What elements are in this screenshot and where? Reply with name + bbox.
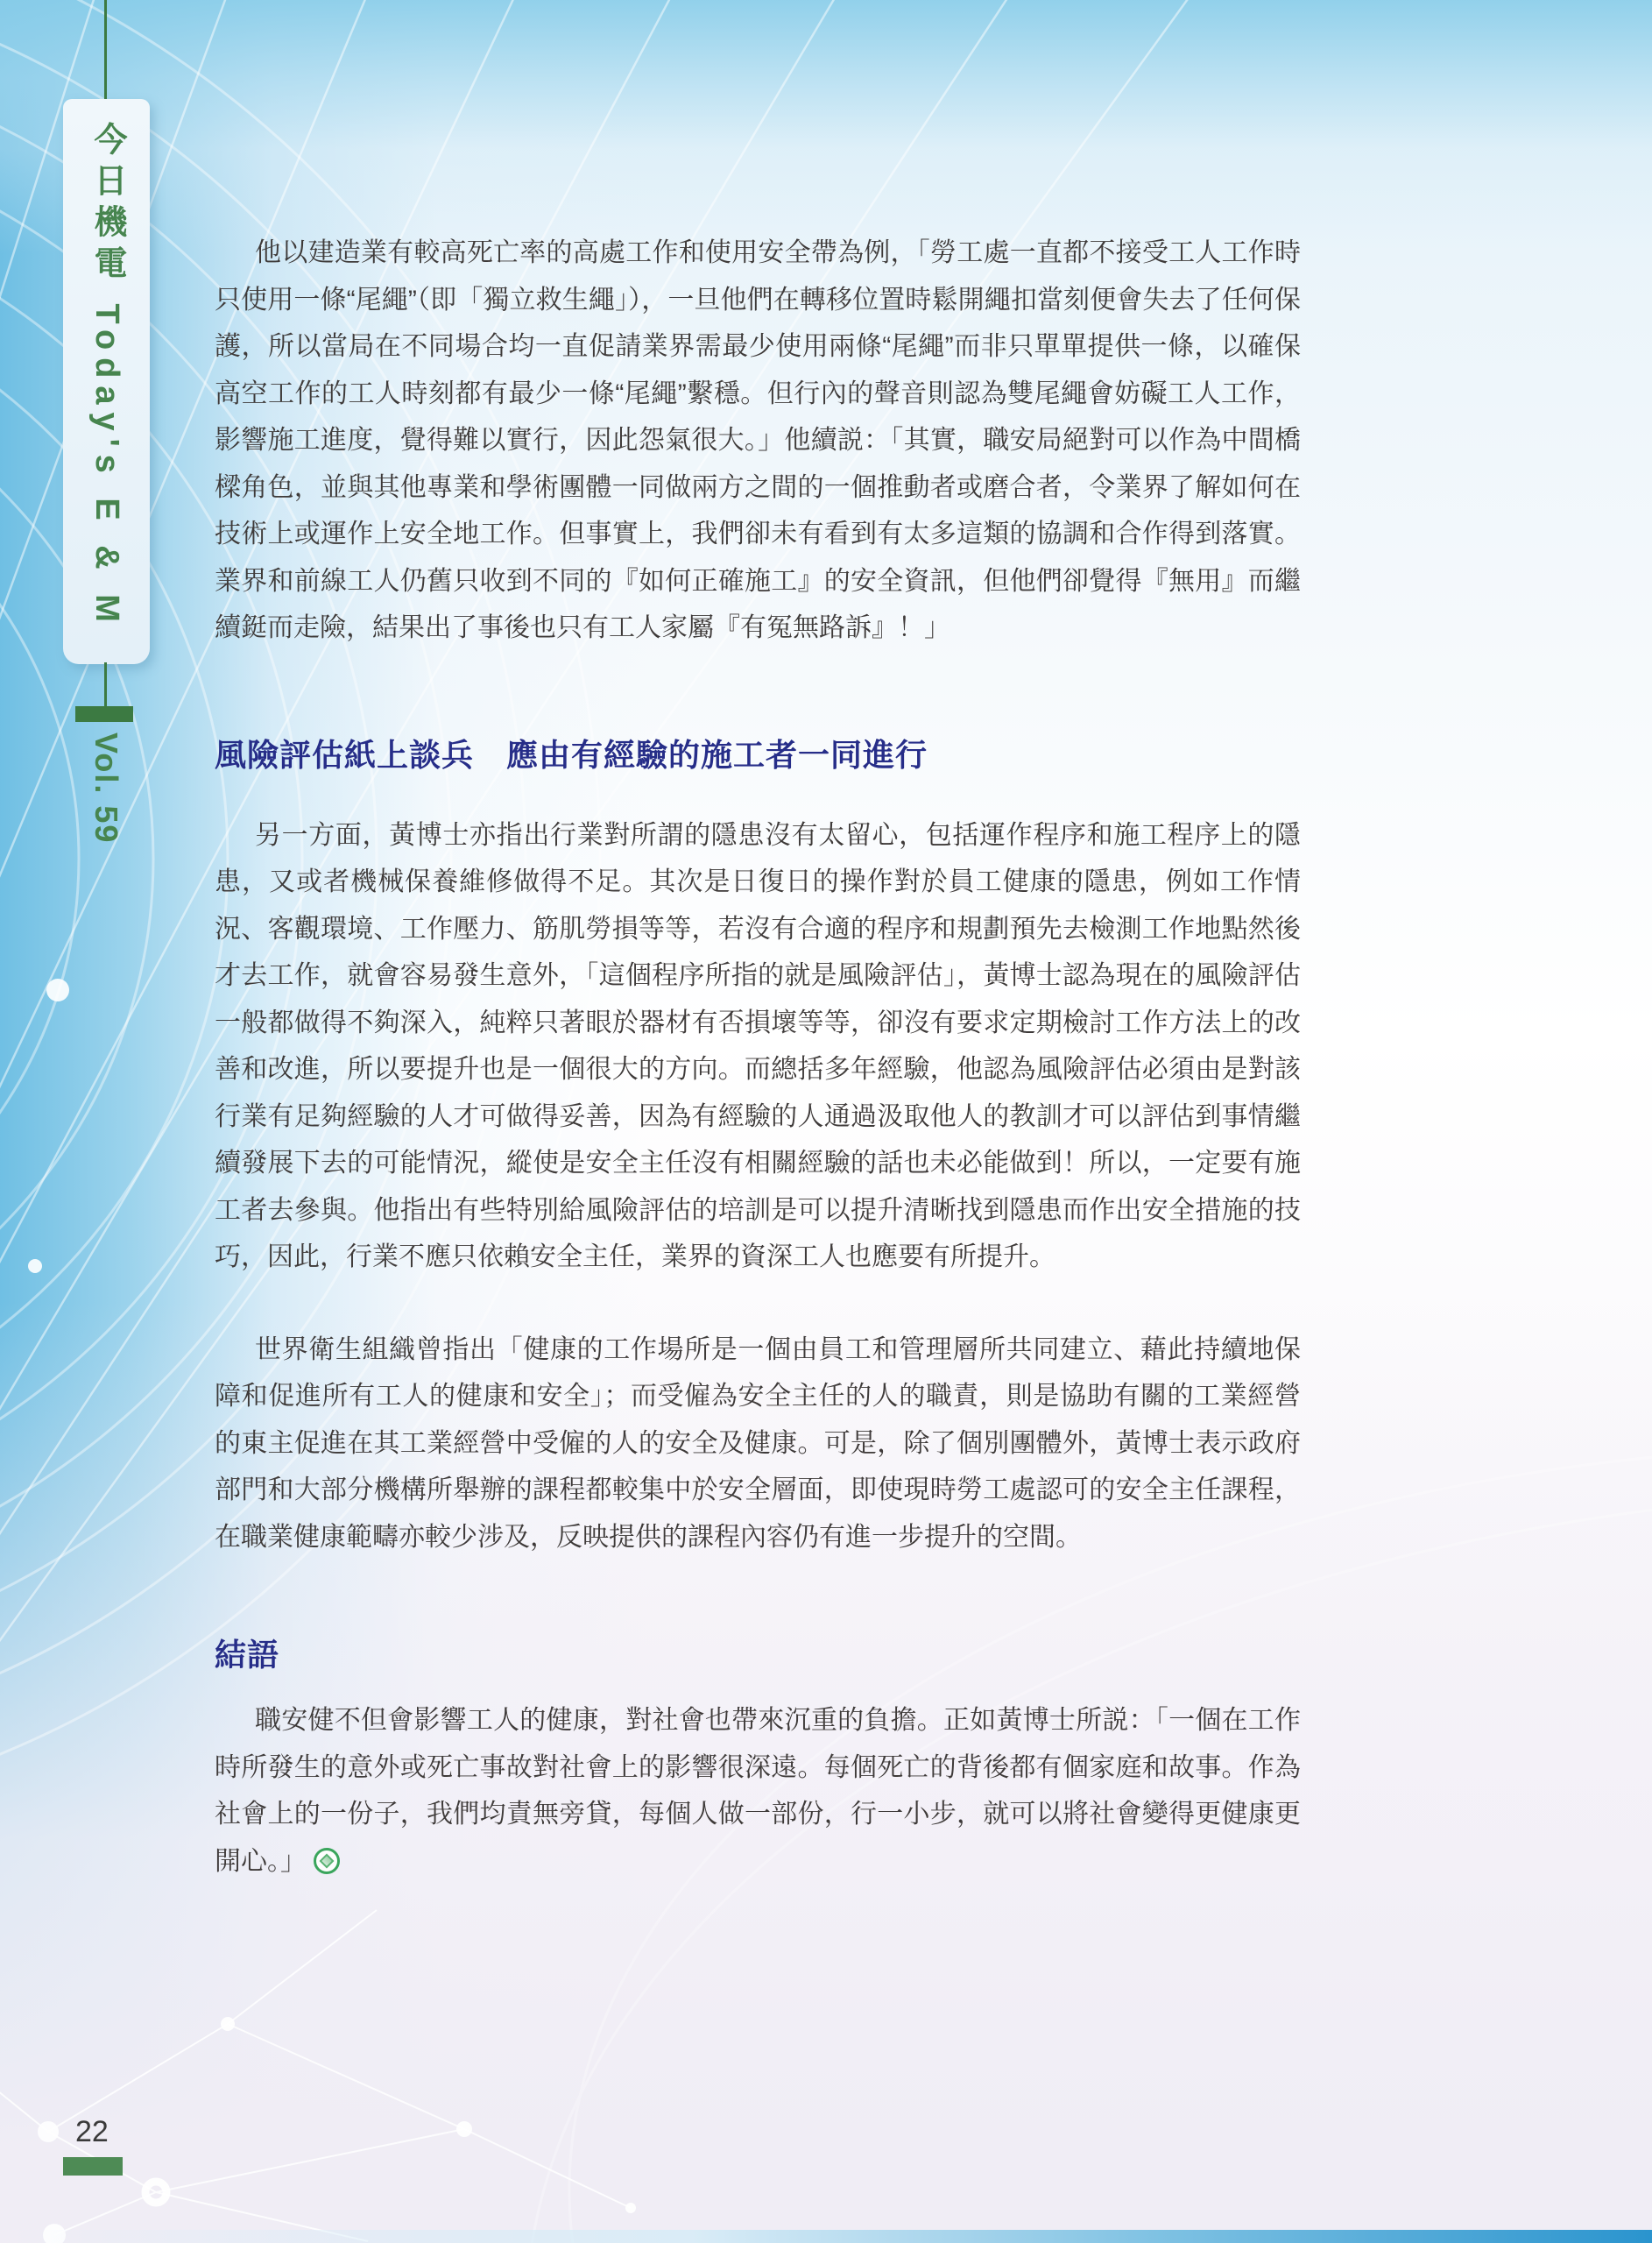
paragraph-tail-rope: 他以建造業有較高死亡率的高處工作和使用安全帶為例，「勞工處一直都不接受工人工作時只使用一條“尾繩”（即「獨立救生繩」），一旦他們在轉移位置時鬆開繩扣當刻便會失去了任何保護，所以當局在不同場合均一直促請業界需最少使用兩條“尾繩”而非只單單提供一條，以確保高空工作的工人時刻都有最少一條“尾繩”繫穩。但行內的聲音則認為雙尾繩會妨礙工人工作，影響施工進度，覺得難以實行，因此怨氣很大。」他續説：「其實，職安局絕對可以作為中間橋樑角色，並與其他專業和學術團體一同做兩方之間的一個推動者或磨合者，令業界了解如何在技術上或運作上安全地工作。但事實上，我們卻未有看到有太多這類的協調和合作得到落實。業界和前線工人仍舊只收到不同的『如何正確施工』的安全資訊，但他們卻覺得『無用』而繼續鋌而走險，結果出了事後也只有工人家屬『有冤無路訴』！」 — [215, 238, 1301, 642]
section-heading-conclusion: 結語 — [215, 1637, 280, 1673]
paragraph-risk-assessment: 另一方面，黃博士亦指出行業對所謂的隱患沒有太留心，包括運作程序和施工程序上的隱患，又或者機械保養維修做得不足。其次是日復日的操作對於員工健康的隱患，例如工作情況、客觀環境、工作壓力、筋肌勞損等等，若沒有合適的程序和規劃預先去檢測工作地點然後才去工作，就會容易發生意外，「這個程序所指的就是風險評估」，黃博士認為現在的風險評估一般都做得不夠深入，純粹只著眼於器材有否損壞等等，卻沒有要求定期檢討工作方法上的改善和改進，所以要提升也是一個很大的方向。而總括多年經驗，他認為風險評估必須由是對該行業有足夠經驗的人才可做得妥善，因為有經驗的人通過汲取他人的教訓才可以評估到事情繼續發展下去的可能情況，縱使是安全主任沒有相關經驗的話也未必能做到！所以，一定要有施工者去參與。他指出有些特別給風險評估的培訓是可以提升清晰找到隱患而作出安全措施的技巧，因此，行業不應只依賴安全主任，業界的資深工人也應要有所提升。 — [215, 820, 1301, 1271]
conclusion-text: 職安健不但會影響工人的健康，對社會也帶來沉重的負擔。正如黃博士所説：「一個在工作時所發生的意外或死亡事故對社會上的影響很深遠。每個死亡的背後都有個家庭和故事。作為社會上的一份子，我們均責無旁貸，每個人做一部份，行一小步，就可以將社會變得更健康更開心。」 — [215, 1706, 1301, 1876]
page-number-bar — [63, 2157, 123, 2176]
sidebar-mid-line — [104, 662, 107, 710]
magazine-title-vertical: 今日機電 Today's E & M — [88, 122, 125, 630]
volume-label: Vol. 59 — [88, 732, 124, 845]
emblem-diamond-icon — [320, 1853, 335, 1868]
bottom-gradient-strip — [0, 2230, 1652, 2243]
end-of-article-icon — [314, 1848, 340, 1874]
section-heading-risk-assessment: 風險評估紙上談兵 應由有經驗的施工者一同進行 — [215, 736, 928, 773]
paragraph-who-healthy-workplace: 世界衛生組織曾指出「健康的工作場所是一個由員工和管理層所共同建立、藉此持續地保障和促進所有工人的健康和安全」；而受僱為安全主任的人的職責，則是協助有關的工業經營的東主促進在其工業經營中受僱的人的安全及健康。可是，除了個別團體外，黃博士表示政府部門和大部分機構所舉辦的課程都較集中於安全層面，即使現時勞工處認可的安全主任課程，在職業健康範疇亦較少涉及，反映提供的課程內容仍有進一步提升的空間。 — [215, 1334, 1301, 1552]
page-number: 22 — [75, 2115, 109, 2148]
sidebar-banner — [63, 99, 150, 664]
sidebar-top-line — [104, 0, 107, 100]
volume-marker-bar — [75, 706, 133, 722]
article-content — [215, 230, 1301, 1885]
paragraph-conclusion — [215, 1697, 1301, 1885]
